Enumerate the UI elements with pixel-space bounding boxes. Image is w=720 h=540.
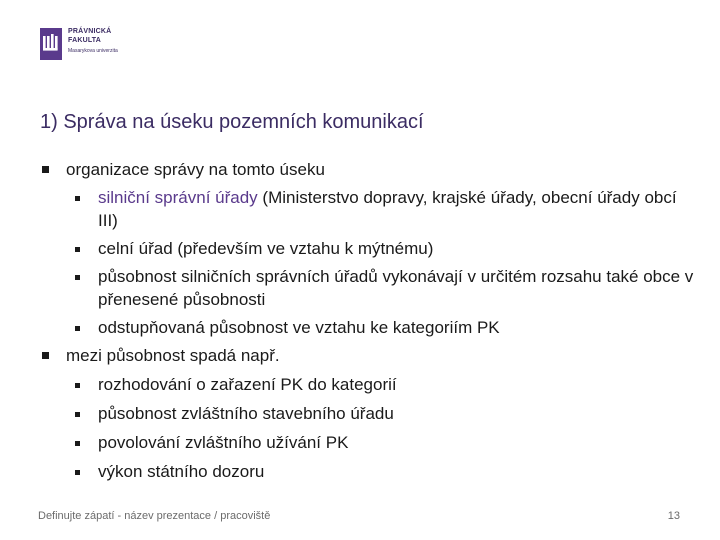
bullet-item-level2 [40, 402, 700, 425]
bullet-item-level2 [40, 265, 700, 311]
bullet-item-level2 [40, 186, 700, 232]
faculty-logo-text [68, 28, 118, 54]
bullet-item-level2 [40, 316, 700, 339]
bullet-text: (Ministerstvo dopravy, krajské úřady, obecní úřady obcí III) [98, 188, 677, 230]
bullet-accent-text: silniční správní úřady [98, 188, 258, 207]
bullet-text: celní úřad (především ve vztahu k mýtnému) [98, 239, 434, 258]
bullet-text: působnost silničních správních úřadů vykonávají v určitém rozsahu také obce v přenesené působnosti [98, 267, 694, 309]
slide-content [40, 158, 700, 483]
faculty-logo [40, 28, 118, 64]
square-bullet-icon [75, 412, 80, 417]
bullet-text: organizace správy na tomto úseku [66, 160, 325, 179]
bullet-item-level2 [40, 460, 700, 483]
bullet-text: výkon státního dozoru [98, 462, 265, 481]
square-bullet-icon [75, 470, 80, 475]
bullet-text: mezi působnost spadá např. [66, 346, 280, 365]
square-bullet-icon [75, 383, 80, 388]
bullet-item-level2 [40, 237, 700, 260]
slide-title: 1) Správa na úseku pozemních komunikací [40, 111, 424, 133]
bullet-item-level1 [40, 344, 700, 367]
bullet-text: odstupňovaná působnost ve vztahu ke kategoriím PK [98, 318, 500, 337]
bullet-text: povolování zvláštního užívání PK [98, 433, 349, 452]
faculty-logo-mark-icon [40, 28, 62, 60]
square-bullet-icon [75, 441, 80, 446]
square-bullet-icon [75, 196, 80, 201]
bullet-item-level1 [40, 158, 700, 181]
footer-text: Definujte zápatí - název prezentace / pracoviště [38, 510, 271, 522]
bullet-text: rozhodování o zařazení PK do kategorií [98, 375, 397, 394]
bullet-text: působnost zvláštního stavebního úřadu [98, 404, 394, 423]
square-bullet-icon [42, 166, 49, 173]
bullet-item-level2 [40, 431, 700, 454]
logo-line-3: Masarykova univerzita [68, 48, 118, 54]
page-number: 13 [667, 510, 680, 522]
logo-line-1: PRÁVNICKÁ [68, 28, 112, 35]
square-bullet-icon [42, 352, 49, 359]
logo-line-2: FAKULTA [68, 37, 102, 44]
bullet-item-level2 [40, 373, 700, 396]
square-bullet-icon [75, 247, 80, 252]
square-bullet-icon [75, 326, 80, 331]
square-bullet-icon [75, 275, 80, 280]
